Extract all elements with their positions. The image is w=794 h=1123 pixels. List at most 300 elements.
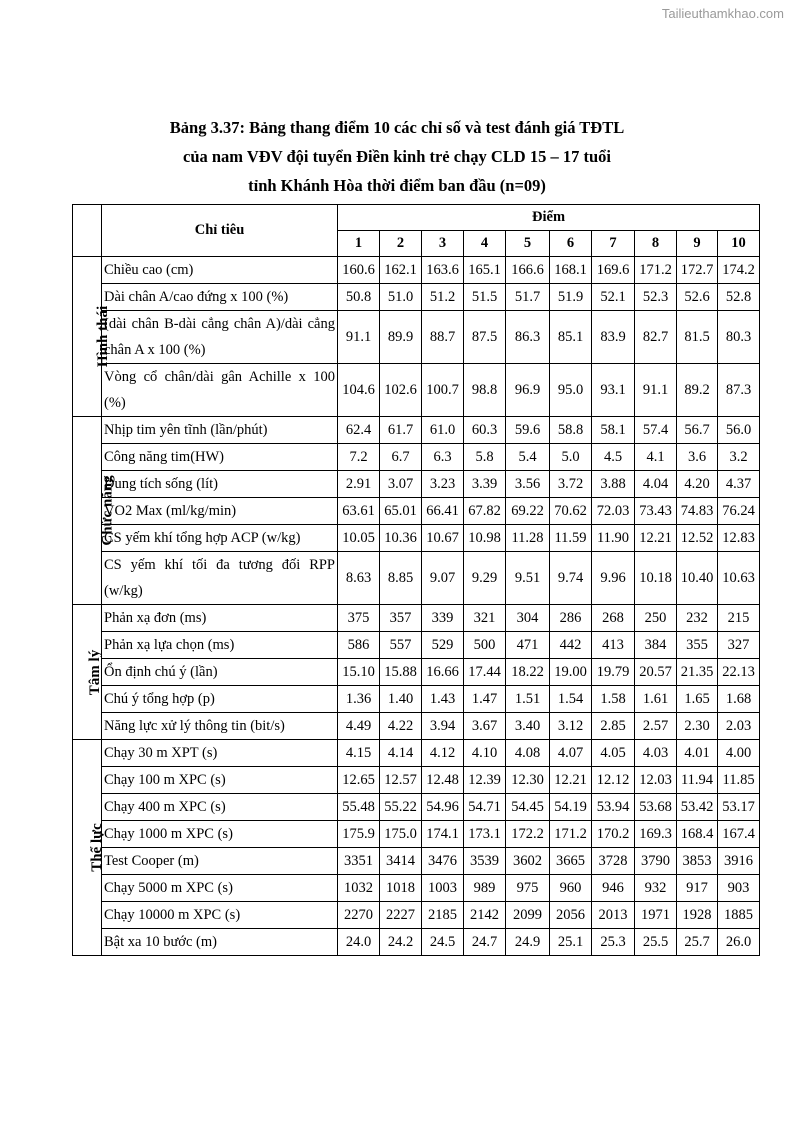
score-value: 1.61 <box>635 686 677 713</box>
score-value: 170.2 <box>592 821 635 848</box>
score-value: 67.82 <box>464 498 506 525</box>
criteria-label: Công năng tim(HW) <box>102 444 338 471</box>
score-value: 4.03 <box>635 740 677 767</box>
score-value: 321 <box>464 605 506 632</box>
score-value: 56.0 <box>718 417 760 444</box>
score-value: 3853 <box>677 848 718 875</box>
score-value: 1.65 <box>677 686 718 713</box>
table-row <box>73 821 760 848</box>
table-row <box>73 498 760 525</box>
score-value: 95.0 <box>550 364 592 417</box>
group-label-cell <box>73 257 112 417</box>
criteria-label: Chạy 100 m XPC (s) <box>102 767 338 794</box>
score-value: 500 <box>464 632 506 659</box>
score-header-9: 9 <box>677 231 718 257</box>
score-value: 10.36 <box>380 525 422 552</box>
score-value: 52.6 <box>677 284 718 311</box>
criteria-label: Ổn định chú ý (lần) <box>102 659 338 686</box>
score-value: 89.2 <box>677 364 718 417</box>
score-header-4: 4 <box>464 231 506 257</box>
score-value: 169.3 <box>635 821 677 848</box>
score-value: 1.58 <box>592 686 635 713</box>
score-value: 52.1 <box>592 284 635 311</box>
score-value: 1018 <box>380 875 422 902</box>
score-value: 52.8 <box>718 284 760 311</box>
score-value: 175.9 <box>338 821 380 848</box>
score-value: 12.12 <box>592 767 635 794</box>
score-value: 3351 <box>338 848 380 875</box>
score-value: 81.5 <box>677 311 718 364</box>
score-value: 17.44 <box>464 659 506 686</box>
score-value: 53.17 <box>718 794 760 821</box>
score-value: 59.6 <box>506 417 550 444</box>
score-value: 3.67 <box>464 713 506 740</box>
score-value: 3665 <box>550 848 592 875</box>
score-value: 3.39 <box>464 471 506 498</box>
table-row <box>73 875 760 902</box>
score-value: 1.40 <box>380 686 422 713</box>
score-value: 5.4 <box>506 444 550 471</box>
score-value: 3.40 <box>506 713 550 740</box>
table-row <box>73 417 760 444</box>
score-value: 2.30 <box>677 713 718 740</box>
score-value: 557 <box>380 632 422 659</box>
score-value: 3.72 <box>550 471 592 498</box>
score-value: 975 <box>506 875 550 902</box>
score-value: 1.47 <box>464 686 506 713</box>
score-value: 339 <box>422 605 464 632</box>
score-value: 1.36 <box>338 686 380 713</box>
score-value: 357 <box>380 605 422 632</box>
score-value: 5.0 <box>550 444 592 471</box>
score-value: 4.00 <box>718 740 760 767</box>
criteria-label: CS yếm khí tổng hợp ACP (w/kg) <box>102 525 338 552</box>
score-header-2: 2 <box>380 231 422 257</box>
score-header-3: 3 <box>422 231 464 257</box>
score-value: 2.03 <box>718 713 760 740</box>
score-value: 160.6 <box>338 257 380 284</box>
score-value: 3539 <box>464 848 506 875</box>
score-value: 1.43 <box>422 686 464 713</box>
table-row <box>73 444 760 471</box>
table-row <box>73 311 760 364</box>
table-row <box>73 902 760 929</box>
score-value: 12.48 <box>422 767 464 794</box>
score-value: 2.85 <box>592 713 635 740</box>
criteria-label: Test Cooper (m) <box>102 848 338 875</box>
score-value: 3602 <box>506 848 550 875</box>
group-label: Hình thái <box>95 305 112 368</box>
score-value: 12.03 <box>635 767 677 794</box>
score-value: 98.8 <box>464 364 506 417</box>
score-table <box>72 204 760 956</box>
score-value: 4.10 <box>464 740 506 767</box>
score-value: 3414 <box>380 848 422 875</box>
table-row <box>73 713 760 740</box>
score-value: 2099 <box>506 902 550 929</box>
score-value: 53.68 <box>635 794 677 821</box>
score-value: 24.2 <box>380 929 422 956</box>
table-row <box>73 848 760 875</box>
criteria-label: VO2 Max (ml/kg/min) <box>102 498 338 525</box>
score-value: 3.94 <box>422 713 464 740</box>
table-row <box>73 257 760 284</box>
score-value: 12.39 <box>464 767 506 794</box>
score-value: 4.01 <box>677 740 718 767</box>
score-value: 87.5 <box>464 311 506 364</box>
score-value: 54.45 <box>506 794 550 821</box>
score-value: 15.88 <box>380 659 422 686</box>
score-value: 3.12 <box>550 713 592 740</box>
score-value: 1032 <box>338 875 380 902</box>
score-value: 529 <box>422 632 464 659</box>
header-group-cell <box>73 205 102 257</box>
score-value: 25.7 <box>677 929 718 956</box>
score-value: 175.0 <box>380 821 422 848</box>
score-value: 11.59 <box>550 525 592 552</box>
score-value: 3.07 <box>380 471 422 498</box>
score-value: 167.4 <box>718 821 760 848</box>
score-value: 384 <box>635 632 677 659</box>
score-value: 12.21 <box>635 525 677 552</box>
score-value: 4.08 <box>506 740 550 767</box>
score-header-1: 1 <box>338 231 380 257</box>
score-value: 16.66 <box>422 659 464 686</box>
score-value: 173.1 <box>464 821 506 848</box>
criteria-label: Năng lực xử lý thông tin (bit/s) <box>102 713 338 740</box>
score-value: 471 <box>506 632 550 659</box>
table-caption <box>0 113 794 200</box>
table-row <box>73 929 760 956</box>
caption-line-3: tỉnh Khánh Hòa thời điểm ban đầu (n=09) <box>248 176 546 195</box>
criteria-label: Chiều cao (cm) <box>102 257 338 284</box>
score-value: 10.98 <box>464 525 506 552</box>
score-value: 10.05 <box>338 525 380 552</box>
score-value: 9.07 <box>422 552 464 605</box>
score-value: 12.21 <box>550 767 592 794</box>
score-value: 172.7 <box>677 257 718 284</box>
watermark: Tailieuthamkhao.com <box>661 6 784 21</box>
score-value: 74.83 <box>677 498 718 525</box>
score-value: 19.79 <box>592 659 635 686</box>
score-value: 4.04 <box>635 471 677 498</box>
score-value: 104.6 <box>338 364 380 417</box>
table-row <box>73 659 760 686</box>
score-value: 66.41 <box>422 498 464 525</box>
criteria-label: Vòng cổ chân/dài gân Achille x 100 (%) <box>102 364 338 417</box>
score-value: 4.37 <box>718 471 760 498</box>
score-value: 3.88 <box>592 471 635 498</box>
score-value: 1003 <box>422 875 464 902</box>
table-row <box>73 767 760 794</box>
score-value: 168.1 <box>550 257 592 284</box>
score-value: 11.90 <box>592 525 635 552</box>
score-value: 91.1 <box>338 311 380 364</box>
header-score: Điểm <box>338 205 760 231</box>
score-value: 54.19 <box>550 794 592 821</box>
table-row <box>73 284 760 311</box>
table-row <box>73 740 760 767</box>
score-value: 9.74 <box>550 552 592 605</box>
score-value: 61.0 <box>422 417 464 444</box>
score-value: 5.8 <box>464 444 506 471</box>
score-value: 4.05 <box>592 740 635 767</box>
criteria-label: Nhịp tim yên tĩnh (lần/phút) <box>102 417 338 444</box>
score-value: 58.1 <box>592 417 635 444</box>
score-value: 169.6 <box>592 257 635 284</box>
score-value: 25.3 <box>592 929 635 956</box>
score-value: 932 <box>635 875 677 902</box>
criteria-label: Phản xạ lựa chọn (ms) <box>102 632 338 659</box>
score-value: 903 <box>718 875 760 902</box>
caption-line-1: Bảng 3.37: Bảng thang điểm 10 các chỉ số và test đánh giá TĐTL <box>169 118 625 137</box>
score-header-7: 7 <box>592 231 635 257</box>
score-value: 960 <box>550 875 592 902</box>
score-value: 6.3 <box>422 444 464 471</box>
score-value: 11.94 <box>677 767 718 794</box>
score-value: 4.12 <box>422 740 464 767</box>
score-value: 171.2 <box>635 257 677 284</box>
criteria-label: Chạy 1000 m XPC (s) <box>102 821 338 848</box>
score-value: 2227 <box>380 902 422 929</box>
score-value: 1928 <box>677 902 718 929</box>
score-value: 20.57 <box>635 659 677 686</box>
score-value: 1971 <box>635 902 677 929</box>
score-value: 12.65 <box>338 767 380 794</box>
table-row <box>73 364 760 417</box>
score-value: 55.22 <box>380 794 422 821</box>
score-value: 168.4 <box>677 821 718 848</box>
score-value: 327 <box>718 632 760 659</box>
score-value: 69.22 <box>506 498 550 525</box>
group-label-cell <box>73 740 105 956</box>
criteria-label: Dài chân A/cao đứng x 100 (%) <box>102 284 338 311</box>
score-value: 51.5 <box>464 284 506 311</box>
score-header-8: 8 <box>635 231 677 257</box>
score-value: 9.96 <box>592 552 635 605</box>
group-label: Tâm lý <box>87 649 104 695</box>
score-value: 3.56 <box>506 471 550 498</box>
score-value: 4.49 <box>338 713 380 740</box>
criteria-label: CS yếm khí tối đa tương đối RPP (w/kg) <box>102 552 338 605</box>
table-row <box>73 525 760 552</box>
score-value: 3.23 <box>422 471 464 498</box>
score-value: 2056 <box>550 902 592 929</box>
score-value: 24.5 <box>422 929 464 956</box>
score-value: 93.1 <box>592 364 635 417</box>
score-value: 50.8 <box>338 284 380 311</box>
score-value: 4.14 <box>380 740 422 767</box>
score-value: 91.1 <box>635 364 677 417</box>
score-value: 162.1 <box>380 257 422 284</box>
score-value: 19.00 <box>550 659 592 686</box>
score-value: 96.9 <box>506 364 550 417</box>
score-value: 11.85 <box>718 767 760 794</box>
score-value: 12.57 <box>380 767 422 794</box>
score-value: 51.9 <box>550 284 592 311</box>
score-value: 51.7 <box>506 284 550 311</box>
score-value: 7.2 <box>338 444 380 471</box>
table-row <box>73 794 760 821</box>
score-value: 24.9 <box>506 929 550 956</box>
score-header-5: 5 <box>506 231 550 257</box>
criteria-label: Chạy 400 m XPC (s) <box>102 794 338 821</box>
score-value: 2013 <box>592 902 635 929</box>
criteria-label: Chạy 10000 m XPC (s) <box>102 902 338 929</box>
score-value: 102.6 <box>380 364 422 417</box>
score-value: 18.22 <box>506 659 550 686</box>
score-value: 946 <box>592 875 635 902</box>
criteria-label: Chú ý tổng hợp (p) <box>102 686 338 713</box>
score-header-6: 6 <box>550 231 592 257</box>
score-value: 2.91 <box>338 471 380 498</box>
score-value: 70.62 <box>550 498 592 525</box>
group-label-cell <box>73 417 116 605</box>
score-value: 57.4 <box>635 417 677 444</box>
score-value: 55.48 <box>338 794 380 821</box>
score-value: 80.3 <box>718 311 760 364</box>
score-value: 9.51 <box>506 552 550 605</box>
score-value: 172.2 <box>506 821 550 848</box>
table-row <box>73 686 760 713</box>
score-value: 166.6 <box>506 257 550 284</box>
score-value: 9.29 <box>464 552 506 605</box>
score-value: 232 <box>677 605 718 632</box>
score-value: 53.42 <box>677 794 718 821</box>
score-value: 83.9 <box>592 311 635 364</box>
score-value: 413 <box>592 632 635 659</box>
score-value: 2185 <box>422 902 464 929</box>
score-value: 89.9 <box>380 311 422 364</box>
score-value: 304 <box>506 605 550 632</box>
score-value: 10.18 <box>635 552 677 605</box>
score-value: 163.6 <box>422 257 464 284</box>
score-value: 4.5 <box>592 444 635 471</box>
score-value: 586 <box>338 632 380 659</box>
score-value: 11.28 <box>506 525 550 552</box>
group-label: Thể lực <box>88 823 105 872</box>
score-value: 4.20 <box>677 471 718 498</box>
caption-line-2: của nam VĐV đội tuyển Điền kinh trẻ chạy CLD 15 – 17 tuổi <box>183 147 611 166</box>
score-value: 25.5 <box>635 929 677 956</box>
score-value: 8.63 <box>338 552 380 605</box>
score-value: 174.2 <box>718 257 760 284</box>
score-value: 10.67 <box>422 525 464 552</box>
score-value: 1.68 <box>718 686 760 713</box>
score-value: 2142 <box>464 902 506 929</box>
score-value: 442 <box>550 632 592 659</box>
score-value: 174.1 <box>422 821 464 848</box>
score-value: 3728 <box>592 848 635 875</box>
score-value: 1.54 <box>550 686 592 713</box>
score-value: 2.57 <box>635 713 677 740</box>
score-value: 54.71 <box>464 794 506 821</box>
score-value: 3.6 <box>677 444 718 471</box>
score-value: 24.7 <box>464 929 506 956</box>
score-value: 85.1 <box>550 311 592 364</box>
score-value: 82.7 <box>635 311 677 364</box>
score-value: 250 <box>635 605 677 632</box>
score-value: 1.51 <box>506 686 550 713</box>
score-value: 58.8 <box>550 417 592 444</box>
criteria-label: Chạy 30 m XPT (s) <box>102 740 338 767</box>
score-value: 62.4 <box>338 417 380 444</box>
score-value: 65.01 <box>380 498 422 525</box>
score-value: 375 <box>338 605 380 632</box>
criteria-label: Phản xạ đơn (ms) <box>102 605 338 632</box>
score-value: 88.7 <box>422 311 464 364</box>
score-value: 100.7 <box>422 364 464 417</box>
score-value: 87.3 <box>718 364 760 417</box>
score-value: 51.0 <box>380 284 422 311</box>
score-value: 73.43 <box>635 498 677 525</box>
score-value: 10.40 <box>677 552 718 605</box>
score-value: 286 <box>550 605 592 632</box>
score-value: 72.03 <box>592 498 635 525</box>
score-value: 6.7 <box>380 444 422 471</box>
score-value: 917 <box>677 875 718 902</box>
score-value: 86.3 <box>506 311 550 364</box>
score-value: 989 <box>464 875 506 902</box>
criteria-label: Chạy 5000 m XPC (s) <box>102 875 338 902</box>
score-value: 12.52 <box>677 525 718 552</box>
score-value: 53.94 <box>592 794 635 821</box>
score-value: 4.07 <box>550 740 592 767</box>
score-value: 63.61 <box>338 498 380 525</box>
score-value: 52.3 <box>635 284 677 311</box>
score-value: 215 <box>718 605 760 632</box>
score-value: 4.1 <box>635 444 677 471</box>
score-value: 171.2 <box>550 821 592 848</box>
score-value: 12.30 <box>506 767 550 794</box>
score-value: 12.83 <box>718 525 760 552</box>
score-value: 15.10 <box>338 659 380 686</box>
score-value: 24.0 <box>338 929 380 956</box>
score-value: 1885 <box>718 902 760 929</box>
criteria-label: Bật xa 10 bước (m) <box>102 929 338 956</box>
score-value: 21.35 <box>677 659 718 686</box>
score-value: 76.24 <box>718 498 760 525</box>
score-value: 268 <box>592 605 635 632</box>
score-header-10: 10 <box>718 231 760 257</box>
score-value: 10.63 <box>718 552 760 605</box>
table-row <box>73 632 760 659</box>
score-value: 22.13 <box>718 659 760 686</box>
score-value: 3476 <box>422 848 464 875</box>
table-row <box>73 605 760 632</box>
header-criteria: Chỉ tiêu <box>102 205 338 257</box>
group-label: Chức năng <box>99 475 116 546</box>
table-row <box>73 552 760 605</box>
group-label-cell <box>73 605 102 740</box>
score-value: 355 <box>677 632 718 659</box>
score-value: 54.96 <box>422 794 464 821</box>
score-value: 61.7 <box>380 417 422 444</box>
score-value: 3790 <box>635 848 677 875</box>
score-value: 51.2 <box>422 284 464 311</box>
score-value: 4.15 <box>338 740 380 767</box>
criteria-label: Dung tích sống (lít) <box>102 471 338 498</box>
score-value: 25.1 <box>550 929 592 956</box>
table-row <box>73 471 760 498</box>
score-value: 60.3 <box>464 417 506 444</box>
score-value: 26.0 <box>718 929 760 956</box>
score-value: 56.7 <box>677 417 718 444</box>
score-value: 2270 <box>338 902 380 929</box>
score-value: 3.2 <box>718 444 760 471</box>
score-value: 8.85 <box>380 552 422 605</box>
score-value: 165.1 <box>464 257 506 284</box>
